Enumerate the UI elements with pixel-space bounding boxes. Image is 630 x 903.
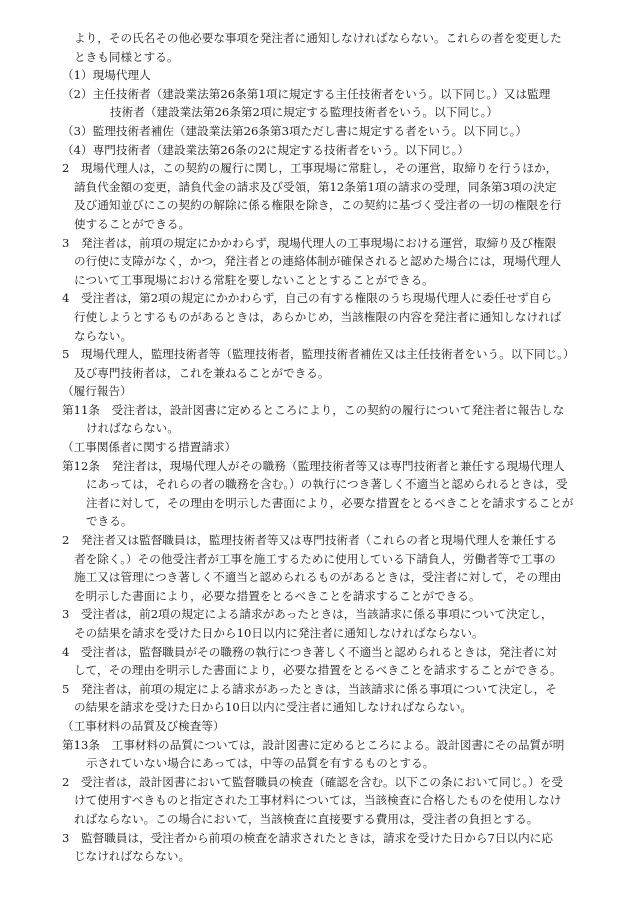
text-line: 2 発注者又は監督職員は，監理技術者等又は専門技術者（これらの者と現場代理人を兼任する [62,533,558,548]
text-line: 3 受注者は，前2項の規定による請求があったときは，当該請求に係る事項について決定し， [62,607,553,622]
text-line: 注者に対して，その理由を明示した書面により，必要な措置をとるべきことを請求することが [86,495,574,510]
text-line: 行使しようとするものがあるときは，あらかじめ，当該権限の内容を発注者に通知しなければ [74,309,562,324]
text-line: ならない。 [74,328,133,343]
text-line: 及び通知並びにこの契約の解除に係る権限を除き，この契約に基づく受注者の一切の権限を行 [74,198,562,213]
document-page [62,29,575,866]
text-line: 3 監督職員は，受注者から前項の検査を請求されたときは，請求を受けた日から7日以内に応 [62,830,553,845]
text-line: （4）専門技術者（建設業法第26条の2に規定する技術者をいう。以下同じ。） [62,142,470,157]
text-line: 2 受注者は，設計図書において監督職員の検査（確認を含む。以下この条において同じ。）を受 [62,774,563,789]
text-line: できる。 [86,514,133,529]
text-line: して，その理由を明示した書面により，必要な措置をとるべきことを請求することができる。 [74,663,562,678]
text-line: （2）主任技術者（建設業法第26条第1項に規定する主任技術者をいう。以下同じ。）又は監理 [62,86,551,101]
article-line: 第12条 発注者は，現場代理人がその職務（監理技術者等又は専門技術者と兼任する現場代理人 [62,458,565,473]
text-line: 2 現場代理人は，この契約の履行に関し，工事現場に常駐し，その運営，取締りを行うほか， [62,161,558,176]
text-line: ればならない。この場合において，当該検査に直接要する費用は，受注者の負担とする。 [74,811,539,826]
text-line: 技術者（建設業法第26条第2項に規定する監理技術者をいう。以下同じ。） [110,105,499,120]
text-line: 3 発注者は，前項の規定にかかわらず，現場代理人の工事現場における運営，取締り及び権限 [62,235,557,250]
text-line: ときも同様とする。 [74,49,179,64]
text-line: にあっては，それらの者の職務を含む。）の執行につき著しく不適当と認められるときは，受 [86,477,568,492]
text-line: 者を除く。）その他受注者が工事を施工するために使用している下請負人，労働者等で工事の [74,551,556,566]
text-line: 5 発注者は，前項の規定による請求があったときは，当該請求に係る事項について決定し，そ [62,681,557,696]
text-line: の結果を請求を受けた日から10日以内に受注者に通知しなければならない。 [74,700,473,715]
article-line: 第11条 受注者は，設計図書に定めるところにより，この契約の履行について発注者に報告しな [62,402,565,417]
text-line: 示されていない場合にあっては，中等の品質を有するものとする。 [86,756,435,771]
text-line: その結果を請求を受けた日から10日以内に発注者に通知しなければならない。 [74,626,484,640]
text-line: の行使に支障がなく，かつ，発注者との連絡体制が確保されると認めた場合には，現場代理人 [74,254,562,269]
text-line: について工事現場における常駐を要しないこととすることができる。 [74,272,434,287]
text-line: 請負代金額の変更，請負代金の請求及び受領，第12条第1項の請求の受理，同条第3項の決定 [74,179,557,194]
text-line: けて使用すべきものと指定された工事材料については，当該検査に合格したものを使用しなけ [74,793,562,808]
article-line: 第13条 工事材料の品質については，設計図書に定めるところによる。設計図書にその品質が明 [62,737,565,752]
section-heading: （工事関係者に関する措置請求） [62,440,237,455]
text-line: 4 受注者は，第2項の規定にかかわらず，自己の有する権限のうち現場代理人に委任せず自ら [62,291,553,306]
text-line: （1）現場代理人 [62,68,151,83]
text-line: じなければならない。 [74,849,191,864]
text-line: を明示した書面により，必要な措置をとるべきことを請求することができる。 [74,588,481,603]
text-line: 施工又は管理につき著しく不適当と認められるものがあるときは，受注者に対して，その理由 [74,570,562,585]
text-line: 4 受注者は，監督職員がその職務の執行につき著しく不適当と認められるときは，発注者に対 [62,644,557,659]
section-heading: （工事材料の品質及び検査等） [62,718,225,733]
text-line: ければならない。 [86,421,179,436]
section-heading: （履行報告） [62,384,132,399]
text-line: より，その氏名その他必要な事項を発注者に通知しなければならない。これらの者を変更した [74,31,562,45]
text-line: 及び専門技術者は，これを兼ねることができる。 [74,365,330,380]
text-line: 5 現場代理人，監理技術者等（監理技術者，監理技術者補佐又は主任技術者をいう。以下同じ。） [62,347,575,362]
text-line: 使することができる。 [74,216,191,231]
text-line: （3）監理技術者補佐（建設業法第26条第3項ただし書に規定する者をいう。以下同じ。） [62,123,528,138]
